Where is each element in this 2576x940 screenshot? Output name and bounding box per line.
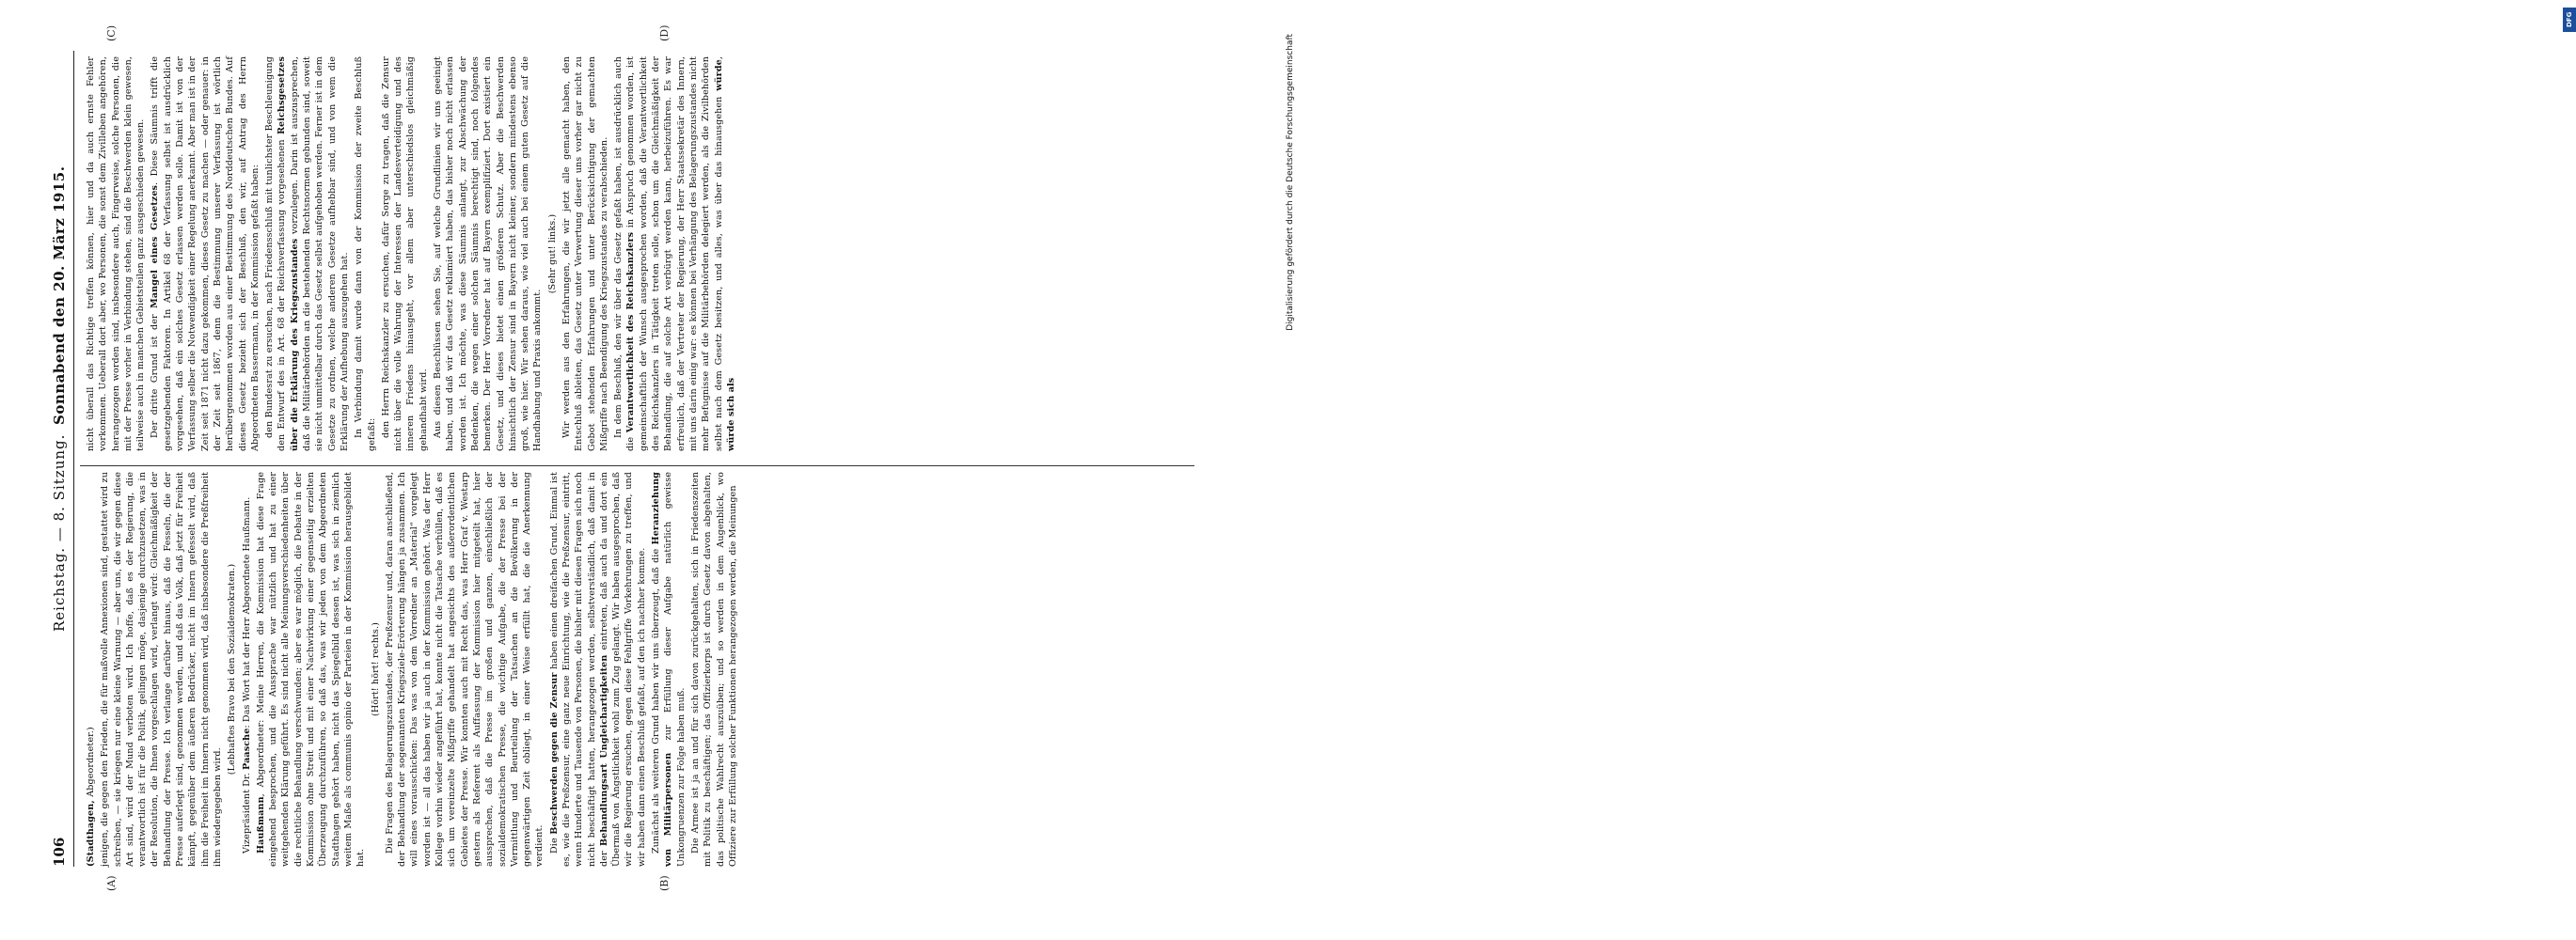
text-run: den Herrn Reichskanzler zu ersuchen, dafür Sorge zu tragen, daß die Zensur nicht über die volle Wahrung der Interessen der Landesverteidigung und des inneren Friedens hinausgeht, vor allem aber unterschiedslos gleichmäßig gehandhabt wird. <box>380 56 429 451</box>
paragraph <box>263 56 351 451</box>
text-run: Vizepräsident Dr. <box>241 769 252 854</box>
page-header <box>45 51 74 867</box>
paragraph <box>370 472 382 867</box>
paragraph <box>561 56 610 451</box>
paragraph <box>85 472 97 867</box>
text-run: (Lebhaftes Bravo bei den Sozialdemokraten.) <box>227 563 238 776</box>
text-run: den Bundesrat zu ersuchen, nach Friedensschluß mit tunlichster Beschleunigung den Entwurf des in Art. 68 der Reichsverfassung vorgesehenen <box>264 56 288 451</box>
text-run: vorzulegen. Darin ist auszusprechen, daß die Militärbehörden an die bestehenden Rechtsnormen gebunden sind, soweit sie nicht unmittelbar durch das Gesetz selbst aufgehoben werden. Ferner ist in dem Gesetze zu ordnen, welche anderen Gesetze aufhebbar sind, und von wem die Erklärung der Aufhebung auszugehen hat. <box>289 56 350 451</box>
bold-text: Heranziehung von Militärpersonen <box>651 472 674 867</box>
left-column <box>85 472 1190 867</box>
bold-text: Paasche <box>241 728 252 770</box>
text-run: Die <box>548 834 560 854</box>
paragraph <box>149 56 261 451</box>
text-run: (Hört! hört! rechts.) <box>370 621 381 717</box>
paragraph <box>432 56 545 451</box>
paragraph <box>241 472 253 867</box>
text-run: (Sehr gut! links.) <box>546 213 558 294</box>
bold-text: würde sich als <box>725 377 736 451</box>
text-run: . Diese Säumnis trifft die gesetzgebenden Faktoren. In Artikel 68 der Verfassung selbst ist ausdrücklich vorgesehen, daß ein solches Gesetz erlassen werden solle. Damit ist von der Verfassung selber die Notwendigkeit einer Regelung anerkannt. Aber man ist in der Zeit seit 1871 nicht dazu gekommen, dieses Gesetz zu machen — oder genauer: in der Zeit seit 1867, denn die Bestimmung unserer Verfassung ist wörtlich herübergenommen worden aus einer Bestimmung des Norddeutschen Bundes. Auf dieses Gesetz bezieht sich der Beschluß, den wir, auf Antrag des Herrn Abgeordneten Bassermann, in der Kommission gefaßt haben: <box>150 55 261 451</box>
page-number: 106 <box>51 837 68 867</box>
text-run: , Abgeordneter: Meine Herren, die Kommission hat diese Frage eingehend besprochen, und die Aussprache war nützlich und hat zu einer weitgehenden Klärung geführt. Es sind nicht alle Meinungsverschiedenheiten über die rechtliche Behandlung verschwunden; aber es war möglich, die Debatte in der Kommission ohne Streit und mit einer Nachwirkung einer gegenseitig erzielten Überzeugung durchzuführen, so daß das, was wir jeden von dem Abgeordneten Stadthagen gehört haben, nicht das Spiegelbild dessen ist, was sich in ziemlich weitem Maße als communis opinio der Parteien in der Kommission herausgebildet hat. <box>255 472 367 867</box>
paragraph <box>353 56 378 451</box>
text-run: Die Fragen des Belagerungszustandes, der Preßzensur und, daran anschließend, der Behandlung der sogenannten Kriegsziele-Erörterung hängen ja zusammen. Ich will eines vorausschicken: Das was von dem Vorredner an „Material“ vorgelegt worden ist — all das haben wir ja auch in der Kommission gehört. Was der Herr Kollege vorhin wieder angeführt hat, konnte nicht die Tatsache verhüllen, daß es sich um vereinzelte Mißgriffe gehandelt hat angesichts des außerordentlichen Gebietes der Presse. Wir konnten auch mit Recht das, was Herr Graf v. Westarp gestern als Referent als Auffassung der Kommission hier mitgeteilt hat, hier aussprechen, daß die Presse im großen und ganzen, einschließlich der sozialdemokratischen Presse, die wichtige Aufgabe, die der Presse bei der Vermittlung und Beurteilung der Tatsachen an die Bevölkerung in der gegenwärtigen Zeit obliegt, in einer Weise erfüllt hat, die die Anerkennung verdient. <box>384 472 545 867</box>
bold-text: würde <box>713 59 724 91</box>
text-run: Zunächst als weiteren Grund haben wir uns überzeugt, daß die <box>651 544 662 854</box>
text-run: zur Erfüllung dieser Aufgabe natürlich gewisse Unkongruenzen zur Folge haben muß. <box>663 472 687 867</box>
text-run: nicht überall das Richtige treffen können, hier und da auch ernste Fehler vorkommen. Ueberall dort aber, wo Personen, die sonst dem Zivilleben angehören, herangezogen worden sind, insbesondere auch, Fingerweise, solche Personen, die mit der Presse vorher in Verbindung stehen, sind die Beschwerden klein gewesen, teilweise auch in manchen Gebietsteilen ganz ausgeschieden gewesen. <box>86 56 147 451</box>
running-title: Reichstag. — 8. Sitzung. <box>51 433 68 632</box>
paragraph <box>650 472 687 867</box>
bold-text: Beschwerden gegen die Zensur <box>548 672 560 835</box>
text-run: : Das Wort hat der Herr Abgeordnete Haußmann. <box>241 496 252 728</box>
text-run: Die Armee ist ja an und für sich davon zurückgehalten, sich in Friedenszeiten mit Politik zu beschäftigen; das Offizierkorps ist durch Gesetz davon abgehalten, das politische Wahlrecht auszuüben; und so werden in dem Augenblick, wo Offiziere zur Erfüllung solcher Funktionen herangezogen werden, die Meinungen <box>689 472 738 867</box>
margin-marker-d: (D) <box>658 24 671 41</box>
paragraph <box>689 472 739 867</box>
bold-text: Mangel eines Gesetzes <box>150 184 161 308</box>
paragraph <box>380 56 430 451</box>
text-run: Abgeordneter.) <box>86 727 96 797</box>
digitization-note: Digitalisierung gefördert durch die Deutsche Forschungsgemeinschaft <box>1285 34 1295 331</box>
paragraph <box>548 472 648 867</box>
header-date: Sonnabend den 20. März 1915. <box>51 165 68 425</box>
paragraph <box>546 56 559 451</box>
text-run: haben einen dreifachen Grund. Einmal ist es, wie die Preßzensur, eine ganz neue Einrichtung, wie die Preßzensur, eintritt, wenn Hunderte und Tausende von Personen, die bisher mit diesen Fragen sich noch nicht beschäftigt hatten, herangezogen werden, selbstverständlich, daß damit in der <box>548 472 609 867</box>
dfg-logo: DFG <box>2563 8 2576 32</box>
paragraph <box>85 56 147 451</box>
bold-text: (Stadthagen, <box>86 796 96 867</box>
bold-text: Reichsgesetzes über die Erklärung des Kriegszustandes <box>277 56 300 451</box>
bold-text: Haußmann <box>255 796 266 854</box>
text-run: Wir werden aus den Erfahrungen, die wir jetzt alle gemacht haben, den Entschluß ableiten, das Gesetz unter Verwertung dieser uns vorher gar nicht zu Gebot stehenden Erfahrungen und unter Berücksichtigung der gemachten Mißgriffe nach Beendigung des Kriegszustandes zu verabschieden. <box>561 56 609 451</box>
text-run: Der dritte Grund ist der <box>150 307 161 438</box>
margin-marker-c: (C) <box>105 25 118 41</box>
text-run: in Anspruch genommen worden, ist gemeinschaftlich der Wunsch ausgesprochen worden, daß die Verantwortlichkeit des Reichskanzlers in Tätigkeit treten solle, schon um die Gleichmäßigkeit der Behandlung, die auf solche Art verbürgt werden kann, herbeizuführen. Es war erfreulich, daß der Vertreter der Regierung, der Herr Staatssekretär des Innern, mit uns darin einig war: es können bei Verhängung des Belagerungszustandes nicht mehr Befugnisse auf die Militärbehörden delegiert werden, als die Zivilbehörden selbst nach dem Gesetz besitzen, und alles, was über das hinausgehen <box>625 56 724 451</box>
text-run: eintreten, daß auch da und dort ein Übermaß von Ängstlichkeit wohl zum Zug gelangt. Wir haben ausgesprochen, daß wir die Regierung ersuchen, gegen diese Fehlgriffe Vorkehrungen zu treffen, und wir haben dann einen Beschluß gefaßt, auf den ich nachher komme. <box>598 472 647 867</box>
text-run: In Verbindung damit wurde dann von der Kommission der zweite Beschluß gefaßt: <box>354 56 377 451</box>
text-run: Aus diesen Beschlüssen sehen Sie, auf welche Grundlinien wir uns geeinigt haben, und daß wir das Gesetz reklamiert haben, das bisher noch nicht erlassen worden ist. Ich möchte, was diese Säumnis anlangt, zur Abschwächung der Bedenken, die wegen einer solchen Säumnis berechtigt sind, noch folgendes bemerken. Der Herr Vorredner hat auf Bayern exemplifiziert. Dort existiert ein Gesetz, und dieses bietet einen größeren Schutz. Aber die Beschwerden hinsichtlich der Zensur sind in Bayern nicht kleiner, sondern mindestens ebenso groß, wie hier. Wir sehen daraus, wie viel auch bei einem guten Gesetz auf die Handhabung und Praxis ankommt. <box>433 56 544 451</box>
bold-text: Verantwortlichkeit des Reichskanzlers <box>625 231 637 433</box>
right-column <box>85 56 1190 451</box>
paragraph <box>226 472 238 867</box>
margin-marker-b: (B) <box>658 875 671 891</box>
paragraph <box>612 56 737 451</box>
paragraph <box>99 472 224 867</box>
paragraph <box>384 472 546 867</box>
text-run: jenigen, die gegen den Frieden, die für maßvolle Annexionen sind, gestattet wird zu schreiben, — sie kriegen nur eine kleine Warnung — aber uns, die wir gegen diese Art sind, wird der Mund verboten wird. Ich hoffe, daß es der Regierung, die verantwortlich ist für die Politik, gelingen möge, dasjenige durchzusetzen, was in der Resolution, die Ihnen vorgeschlagen wird, verlangt wird: Gleichmäßigkeit der Behandlung der Presse. Ich verlange darüber hinaus, daß die Fesseln, die der Presse auferlegt sind, genommen werden, und daß das Volk, daß jetzt für Freiheit kämpft, gegenüber dem äußeren Bedrücker, nicht im Innern gefesselt wird, daß ihm die Freiheit im Innern nicht genommen wird, daß insbesondere die Preßfreiheit ihm wiedergegeben wird. <box>100 472 223 867</box>
text-run: , <box>713 56 724 60</box>
column-divider <box>80 465 1194 466</box>
paragraph <box>255 472 368 867</box>
margin-marker-a: (A) <box>105 875 118 891</box>
bold-text: Behandlungsart Ungleichartigkeiten <box>598 654 609 847</box>
text-run: In dem Beschluß, den wir über das Gesetz gefaßt haben, ist ausdrücklich auch die <box>613 56 637 451</box>
